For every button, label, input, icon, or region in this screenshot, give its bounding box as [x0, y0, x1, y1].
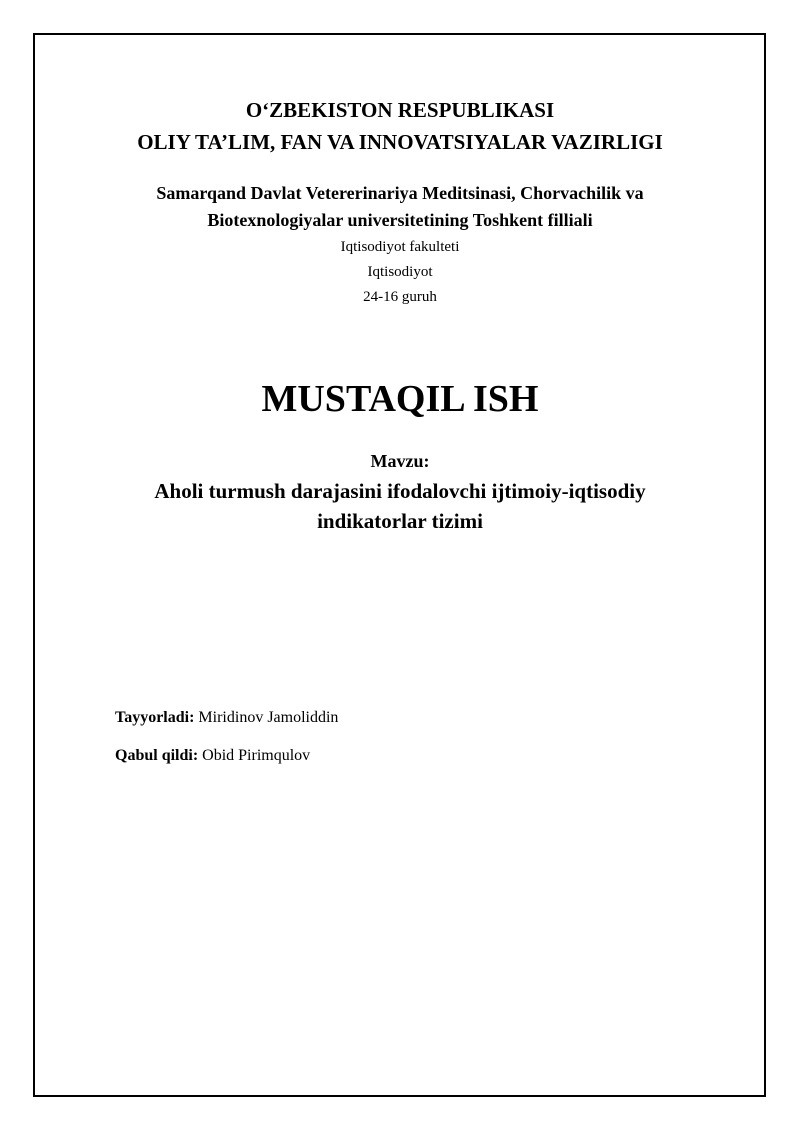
- topic-line-1: Aholi turmush darajasini ifodalovchi ijtimoiy-iqtisodiy: [154, 479, 646, 503]
- ministry-heading: OLIY TA’LIM, FAN VA INNOVATSIYALAR VAZIRLIGI: [137, 130, 663, 154]
- prepared-by-value: Miridinov Jamoliddin: [198, 709, 339, 726]
- prepared-by: [115, 709, 338, 727]
- accepted-by: [115, 747, 310, 765]
- faculty-text: Iqtisodiyot fakulteti: [340, 239, 460, 255]
- university-line-1: Samarqand Davlat Vetererinariya Meditsinasi, Chorvachilik va: [156, 183, 644, 203]
- document-title: MUSTAQIL ISH: [261, 378, 539, 420]
- prepared-by-label: Tayyorladi:: [115, 709, 195, 726]
- topic-label: Mavzu:: [370, 451, 430, 471]
- accepted-by-label: Qabul qildi:: [115, 747, 199, 764]
- republic-heading: O‘ZBEKISTON RESPUBLIKASI: [245, 98, 555, 122]
- university-line-2: Biotexnologiyalar universitetining Toshkent filliali: [207, 210, 593, 230]
- specialty-text: Iqtisodiyot: [367, 264, 433, 280]
- group-text: 24-16 guruh: [363, 289, 437, 305]
- topic-line-2: indikatorlar tizimi: [317, 509, 483, 533]
- accepted-by-value: Obid Pirimqulov: [202, 747, 311, 764]
